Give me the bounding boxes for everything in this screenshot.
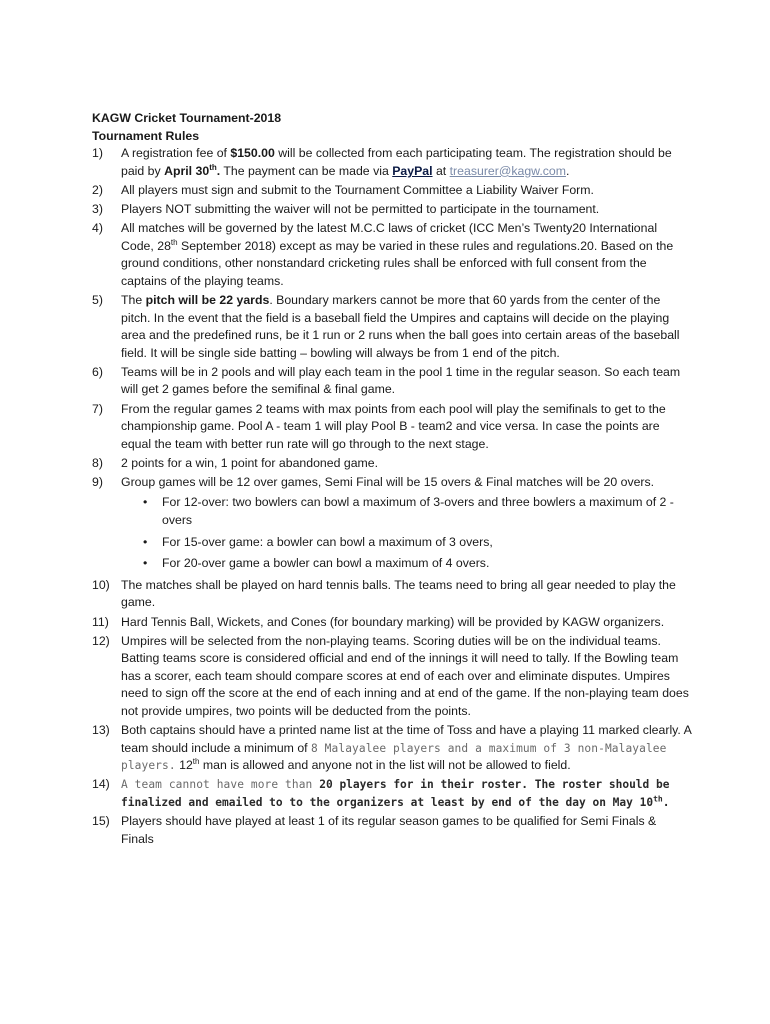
rule-text: The xyxy=(121,292,146,307)
rule-text: Teams will be in 2 pools and will play each team in the pool 1 time in the regular season. So each team will get 2 games before the semifinal & final game. xyxy=(121,364,681,397)
fee-amount: $150.00 xyxy=(230,146,275,161)
rule-item xyxy=(92,455,692,473)
rule-number: 9) xyxy=(92,474,103,489)
rule-text: Both captains should have a printed name list at the time of Toss and have a playing 11 marked clearly. A team should include a minimum of xyxy=(121,723,692,755)
rule-text: The payment can be made via xyxy=(220,163,393,178)
bullet-text: For 15-over game: a bowler can bowl a maximum of 3 overs, xyxy=(162,534,493,549)
rule-number: 4) xyxy=(92,221,103,236)
rule-item xyxy=(92,201,692,219)
rule-number: 5) xyxy=(92,292,103,307)
rules-list xyxy=(92,145,692,848)
rule-text: man is allowed and anyone not in the list will not be allowed to field. xyxy=(199,758,571,773)
rule-text: September 2018) except as may be varied in these rules and regulations.20. Based on the ground conditions, other nonstandard cricketing rules shall be enforced with full consent from the captains of the playing teams. xyxy=(121,238,674,288)
rule-text: All players must sign and submit to the Tournament Committee a Liability Waiver Form. xyxy=(121,182,594,197)
rule-number: 7) xyxy=(92,401,103,416)
rule-text: A team cannot have more than xyxy=(121,778,320,792)
rule-text: A registration fee of xyxy=(121,146,231,161)
rule-text: 2 points for a win, 1 point for abandoned game. xyxy=(121,455,379,470)
rule-item xyxy=(92,220,692,290)
bullet-icon: • xyxy=(143,495,148,510)
document-subtitle: Tournament Rules xyxy=(92,128,200,143)
bullet-text: For 20-over game a bowler can bowl a maximum of 4 overs. xyxy=(162,556,490,571)
bullet-item xyxy=(121,494,692,529)
rule-number: 11) xyxy=(92,614,109,629)
rule-item xyxy=(92,577,692,612)
rule-number: 1) xyxy=(92,146,103,161)
player-composition-text: 8 Malayalee players and a maximum of 3 non-Malayalee players. xyxy=(121,741,667,773)
rule-text: . Boundary markers cannot be more that 60 yards from the center of the pitch. In the event that the field is a baseball field the Umpires and captains will decide on the playing area and the predefined runs, be it 1 run or 2 runs when the ball goes into certain areas of the baseball field. It will be single side batting – bowling will always be from 1 end of the pitch. xyxy=(121,292,680,360)
rule-number: 13) xyxy=(92,723,110,738)
bullet-icon: • xyxy=(143,534,148,549)
rule-item xyxy=(92,292,692,362)
rule-text: Players NOT submitting the waiver will not be permitted to participate in the tournament. xyxy=(121,201,600,216)
paypal-link[interactable]: PayPal xyxy=(392,163,433,178)
rule-item xyxy=(92,145,692,180)
rule-number: 15) xyxy=(92,814,110,829)
rule-text: From the regular games 2 teams with max points from each pool will play the semifinals to get to the championship game. Pool A - team 1 will play Pool B - team2 and vice versa. In case the points are equal the team with better run rate will go through to the next stage. xyxy=(121,401,666,451)
rule-item xyxy=(92,614,692,632)
rule-text: will be collected from each participating team. The registration should be paid by xyxy=(121,146,672,178)
document-title: KAGW Cricket Tournament-2018 xyxy=(92,111,282,125)
rule-item xyxy=(92,633,692,721)
rule-text: . xyxy=(566,163,570,178)
pitch-length: pitch will be 22 yards xyxy=(145,292,270,307)
rule-text: All matches will be governed by the latest M.C.C laws of cricket (ICC Men’s Twenty20 International Code, 28 xyxy=(121,221,658,253)
rule-text: Hard Tennis Ball, Wickets, and Cones (for boundary marking) will be provided by KAGW organizers. xyxy=(121,614,665,629)
roster-deadline-text: 20 players for in their roster. The roster should be finalized and emailed to to the organizers at least by end of the day on May 10th. xyxy=(121,778,670,809)
bullet-text: For 12-over: two bowlers can bowl a maximum of 3-overs and three bowlers a maximum of 2 -overs xyxy=(162,495,674,528)
rule-item xyxy=(92,364,692,399)
rule-text: Group games will be 12 over games, Semi Final will be 15 overs & Final matches will be 20 overs. xyxy=(121,474,655,489)
rule-item xyxy=(92,401,692,454)
treasurer-email-link[interactable]: treasurer@kagw.com xyxy=(449,163,567,178)
rule-item xyxy=(92,813,692,848)
rules-document xyxy=(92,110,692,850)
rule-text: Umpires will be selected from the non-playing teams. Scoring duties will be on the individual teams. Batting teams score is considered official and end of the innings it will need to tally. If the Bowling team has a scorer, each team should compare scores at end of each over and eliminate disputes. Umpires need to sign off the score at the end of each inning and at end of the game. If the non-playing team does not provide umpires, two points will be deducted from the points. xyxy=(121,633,689,718)
superscript: th xyxy=(192,757,200,767)
rule-number: 6) xyxy=(92,364,103,379)
rule-item xyxy=(92,182,692,200)
bullet-icon: • xyxy=(143,556,148,571)
rule-number: 12) xyxy=(92,633,110,648)
rule-number: 10) xyxy=(92,577,110,592)
bullet-item xyxy=(121,555,692,573)
rule-text: 12 xyxy=(175,758,193,773)
rule-item xyxy=(92,474,692,573)
rule-number: 14) xyxy=(92,777,110,792)
bullet-item xyxy=(121,534,692,552)
due-date: April 30th. xyxy=(164,162,221,178)
rule-text: The matches shall be played on hard tennis balls. The teams need to bring all gear needed to play the game. xyxy=(121,577,676,610)
rule-text: Players should have played at least 1 of its regular season games to be qualified for Semi Finals & Finals xyxy=(121,814,657,846)
rule-number: 3) xyxy=(92,201,103,216)
rule-number: 8) xyxy=(92,455,103,470)
rule-item xyxy=(92,776,692,811)
rule-item xyxy=(92,722,692,775)
rule-number: 2) xyxy=(92,182,103,197)
rule-text: at xyxy=(432,163,450,178)
superscript: th xyxy=(170,237,178,247)
overs-bullet-list xyxy=(121,494,692,572)
